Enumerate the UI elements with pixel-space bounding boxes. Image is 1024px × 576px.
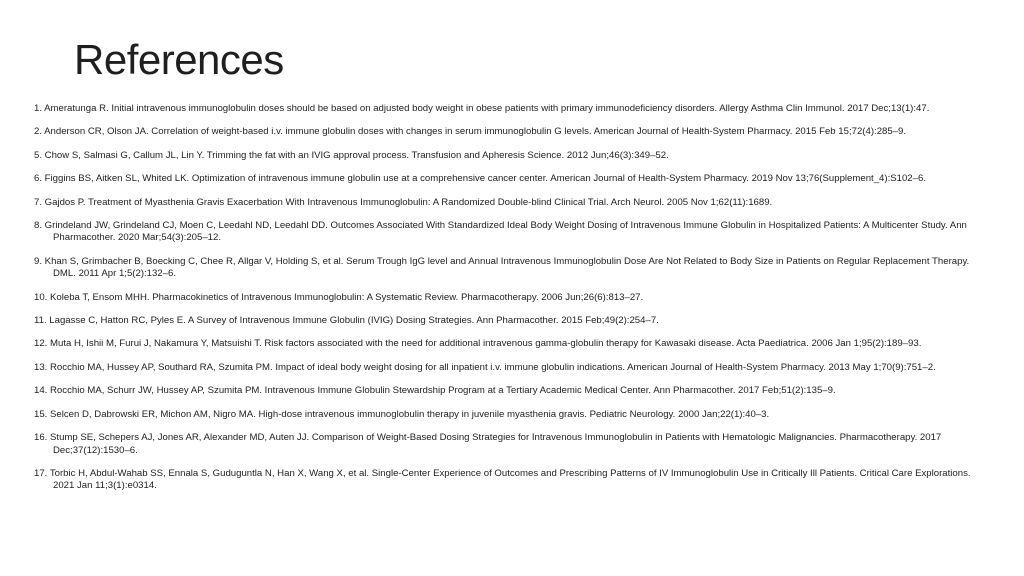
reference-item: 10. Koleba T, Ensom MHH. Pharmacokinetics of Intravenous Immunoglobulin: A Systematic Review. Pharmacotherapy. 2006 Jun;26(6):813–27. — [34, 291, 644, 303]
reference-item: 9. Khan S, Grimbacher B, Boecking C, Chee R, Allgar V, Holding S, et al. Serum Trough IgG level and Annual Intravenous Immunoglobulin Dose Are Not Related to Body Size in Patients on Regular Replacement Therapy. DML. 2011 Apr 1;5(2):132–6. — [34, 255, 970, 280]
reference-list — [34, 103, 984, 504]
reference-item: 8. Grindeland JW, Grindeland CJ, Moen C, Leedahl ND, Leedahl DD. Outcomes Associated With Standardized Ideal Body Weight Dosing of Intravenous Immune Globulin in Hospitalized Patients: A Multicenter Study. Ann Pharmacother. 2020 Mar;54(3):205–12. — [34, 220, 967, 244]
reference-item: 11. Lagasse C, Hatton RC, Pyles E. A Survey of Intravenous Immune Globulin (IVIG) Dosing Strategies. Ann Pharmacother. 2015 Feb;49(2):254–7. — [34, 315, 659, 327]
reference-item: 2. Anderson CR, Olson JA. Correlation of weight-based i.v. immune globulin doses with changes in serum immunoglobulin G levels. American Journal of Health-System Pharmacy. 2015 Feb 15;72(4):285–9. — [34, 126, 907, 138]
reference-item: 13. Rocchio MA, Hussey AP, Southard RA, Szumita PM. Impact of ideal body weight dosing for all inpatient i.v. immune globulin indications. American Journal of Health-System Pharmacy. 2013 May 1;70(9):751–2. — [34, 361, 936, 373]
reference-item: 14. Rocchio MA, Schurr JW, Hussey AP, Szumita PM. Intravenous Immune Globulin Stewardship Program at a Tertiary Academic Medical Center. Ann Pharmacother. 2017 Feb;51(2):135–9. — [34, 385, 836, 397]
reference-item: 6. Figgins BS, Aitken SL, Whited LK. Optimization of intravenous immune globulin use at a comprehensive cancer center. American Journal of Health-System Pharmacy. 2019 Nov 13;76(Supplement_4):S102–6. — [34, 173, 926, 185]
reference-item: 17. Torbic H, Abdul-Wahab SS, Ennala S, Guduguntla N, Han X, Wang X, et al. Single-Center Experience of Outcomes and Prescribing Patterns of IV Immunoglobulin Use in Critically Ill Patients. Critical Care Explorations. 2021 Jan 11;3(1):e0314. — [34, 467, 971, 492]
reference-item: 12. Muta H, Ishii M, Furui J, Nakamura Y, Matsuishi T. Risk factors associated with the need for additional intravenous gamma-globulin therapy for Kawasaki disease. Acta Paediatrica. 2006 Jan 1;95(2):189–93. — [34, 338, 922, 350]
reference-item: 5. Chow S, Salmasi G, Callum JL, Lin Y. Trimming the fat with an IVIG approval process. Transfusion and Apheresis Science. 2012 Jun;46(3):349–52. — [34, 149, 669, 161]
reference-item: 15. Selcen D, Dabrowski ER, Michon AM, Nigro MA. High-dose intravenous immunoglobulin therapy in juvenile myasthenia gravis. Pediatric Neurology. 2000 Jan;22(1):40–3. — [34, 408, 770, 420]
reference-item: 7. Gajdos P. Treatment of Myasthenia Gravis Exacerbation With Intravenous Immunoglobulin: A Randomized Double-blind Clinical Trial. Arch Neurol. 2005 Nov 1;62(11):1689. — [34, 196, 773, 208]
reference-item: 16. Stump SE, Schepers AJ, Jones AR, Alexander MD, Auten JJ. Comparison of Weight-Based Dosing Strategies for Intravenous Immunoglobulin in Patients with Hematologic Malignancies. Pharmacotherapy. 2017 Dec;37(12):1530–6. — [34, 432, 942, 456]
reference-item: 1. Ameratunga R. Initial intravenous immunoglobulin doses should be based on adjusted body weight in obese patients with primary immunodeficiency disorders. Allergy Asthma Clin Immunol. 2017 Dec;13(1):47. — [34, 103, 930, 114]
slide-title: References — [74, 36, 284, 83]
